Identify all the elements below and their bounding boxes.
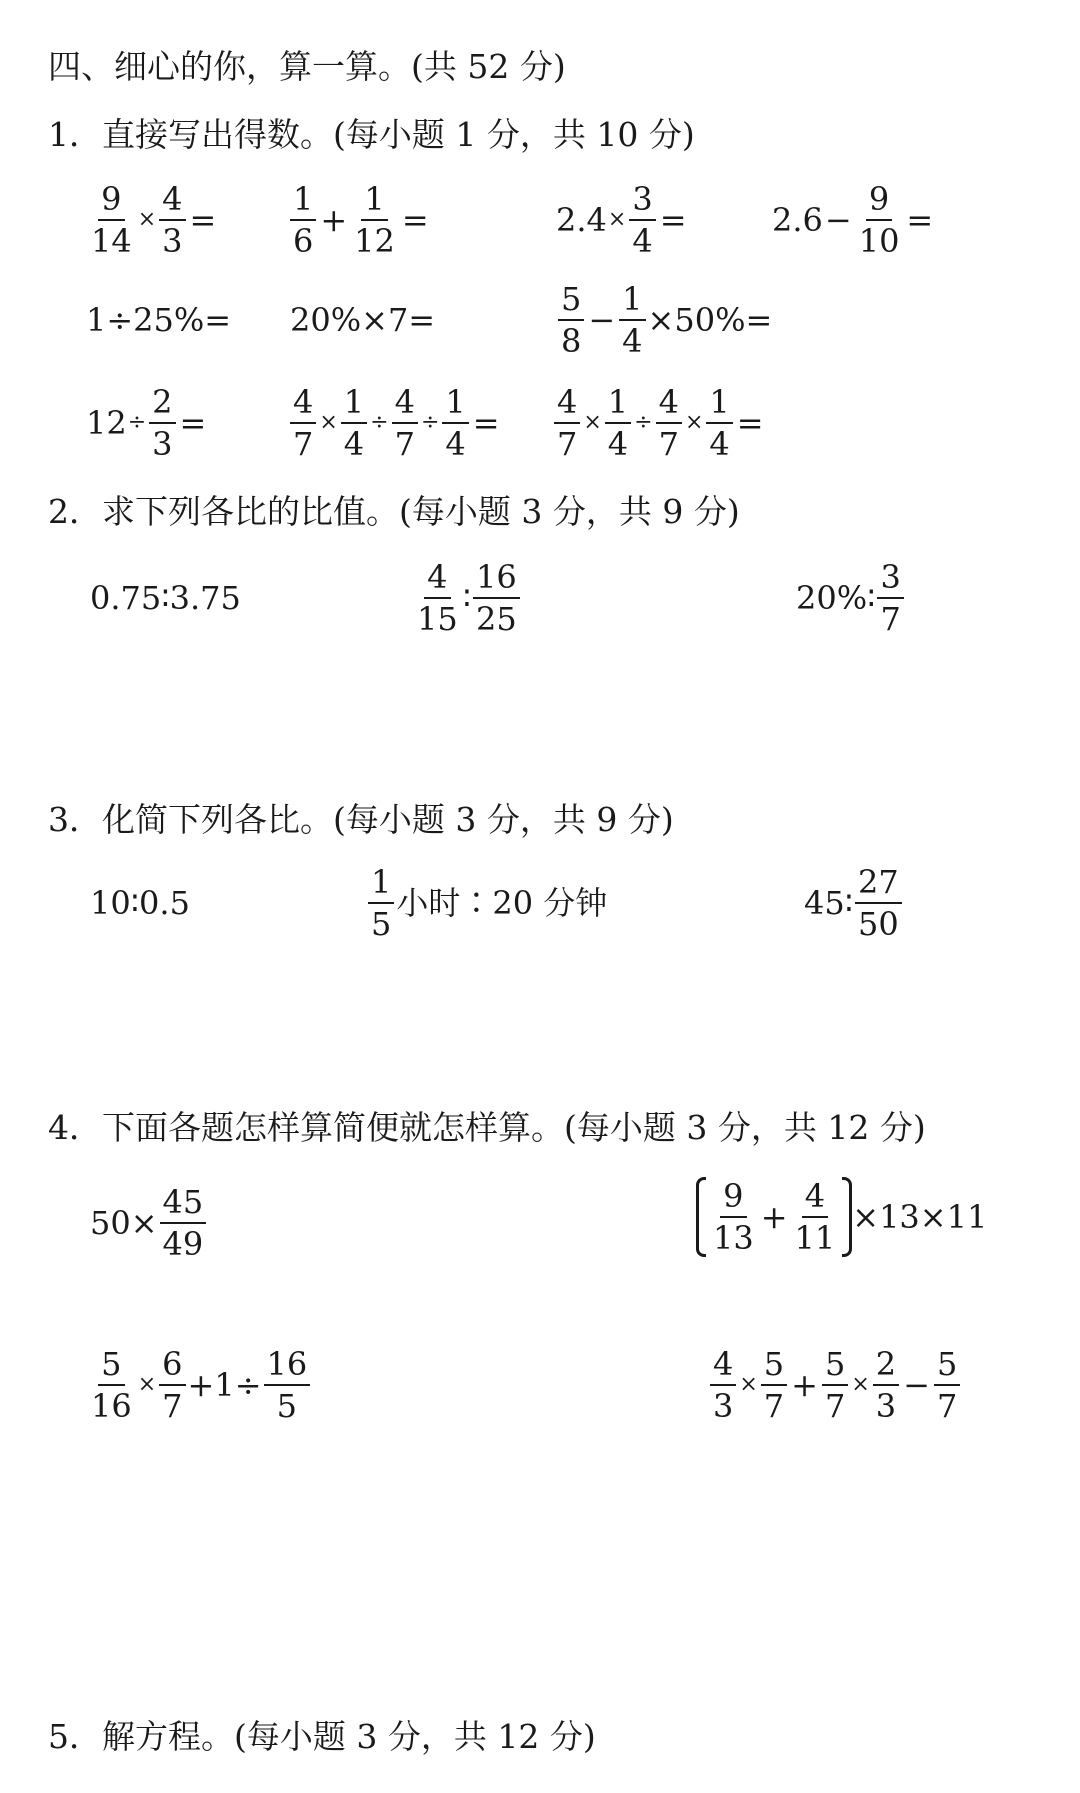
q3-item-2: $\frac{1}{5}$ 小时∶20 分钟 <box>366 858 607 948</box>
fraction: $\frac{4}{7}$ <box>290 386 316 460</box>
left-bracket <box>696 1177 706 1257</box>
q1-item-8: 12 ÷ $\frac{2}{3}$ = <box>86 383 207 463</box>
fraction: $\frac{1}{4}$ <box>341 386 367 460</box>
q2-heading: 2．求下列各比的比值。(每小题 3 分，共 9 分) <box>48 492 740 531</box>
fraction: $\frac{1}{6}$ <box>290 183 316 257</box>
q3-item-3: 45∶ $\frac{27}{50}$ <box>804 858 904 948</box>
q1-item-3: 2.4 × $\frac{3}{4}$ = <box>556 180 687 260</box>
fraction: $\frac{1}{5}$ <box>368 866 394 940</box>
fraction: $\frac{2}{3}$ <box>873 1348 899 1422</box>
fraction: $\frac{16}{5}$ <box>264 1348 311 1422</box>
fraction: $\frac{1}{4}$ <box>442 386 468 460</box>
fraction: $\frac{2}{3}$ <box>149 386 175 460</box>
fraction: $\frac{45}{49}$ <box>160 1186 207 1260</box>
q3-heading: 3．化简下列各比。(每小题 3 分，共 9 分) <box>48 800 674 839</box>
q4-item-3: $\frac{5}{16}$ × $\frac{6}{7}$ +1÷ $\frac{16}{5}$ <box>86 1340 312 1430</box>
q4-heading: 4．下面各题怎样算简便就怎样算。(每小题 3 分，共 12 分) <box>48 1108 926 1147</box>
fraction: $\frac{5}{7}$ <box>761 1348 787 1422</box>
fraction: $\frac{5}{7}$ <box>822 1348 848 1422</box>
fraction: $\frac{6}{7}$ <box>159 1348 185 1422</box>
fraction: $\frac{9}{14}$ <box>91 180 132 260</box>
fraction: $\frac{3}{4}$ <box>629 183 655 257</box>
q2-item-2: $\frac{4}{15}$ ∶ $\frac{16}{25}$ <box>412 553 522 643</box>
section-title: 四、细心的你，算一算。(共 52 分) <box>48 47 566 86</box>
q1-item-10: $\frac{4}{7}$ × $\frac{1}{4}$ ÷ $\frac{4}{7}$ × $\frac{1}{4}$ = <box>552 378 766 468</box>
fraction: $\frac{1}{4}$ <box>619 283 645 357</box>
right-bracket <box>842 1177 852 1257</box>
q5-heading: 5．解方程。(每小题 3 分，共 12 分) <box>48 1717 596 1756</box>
q4-item-2: $\frac{9}{13}$ + $\frac{4}{11}$ ×13×11 <box>696 1172 987 1262</box>
fraction: $\frac{27}{50}$ <box>855 866 902 940</box>
fraction: $\frac{9}{10}$ <box>858 180 900 260</box>
fraction: $\frac{1}{4}$ <box>706 386 732 460</box>
fraction: $\frac{4}{3}$ <box>710 1348 736 1422</box>
q1-item-2: $\frac{1}{6}$ + $\frac{1}{12}$ = <box>288 175 431 265</box>
q1-item-4: 2.6 − $\frac{9}{10}$ = <box>772 180 934 260</box>
fraction: $\frac{1}{12}$ <box>354 180 395 260</box>
fraction: $\frac{4}{7}$ <box>392 386 418 460</box>
q2-item-1: 0.75∶3.75 <box>90 579 241 617</box>
q1-item-5: 1÷25%= <box>86 301 232 339</box>
fraction: $\frac{1}{4}$ <box>605 386 631 460</box>
fraction: $\frac{4}{15}$ <box>417 558 458 638</box>
q4-item-1: 50× $\frac{45}{49}$ <box>90 1178 208 1268</box>
q1-item-6: 20%×7= <box>290 301 436 339</box>
q1-item-7: $\frac{5}{8}$ − $\frac{1}{4}$ ×50%= <box>556 275 772 365</box>
fraction: $\frac{3}{7}$ <box>877 561 903 635</box>
fraction: $\frac{4}{3}$ <box>159 183 185 257</box>
fraction: $\frac{5}{8}$ <box>558 283 584 357</box>
fraction: $\frac{4}{7}$ <box>656 386 682 460</box>
q1-item-9: $\frac{4}{7}$ × $\frac{1}{4}$ ÷ $\frac{4}{7}$ ÷ $\frac{1}{4}$ = <box>288 378 502 468</box>
fraction: $\frac{5}{16}$ <box>91 1345 132 1425</box>
q2-item-3: 20%∶ $\frac{3}{7}$ <box>796 553 906 643</box>
q1-item-1: $\frac{9}{14}$ × $\frac{4}{3}$ = <box>86 175 218 265</box>
fraction: $\frac{16}{25}$ <box>473 561 520 635</box>
q1-heading: 1．直接写出得数。(每小题 1 分，共 10 分) <box>48 115 695 154</box>
fraction: $\frac{5}{7}$ <box>934 1348 960 1422</box>
q3-item-1: 10∶0.5 <box>90 884 190 922</box>
q4-item-4: $\frac{4}{3}$ × $\frac{5}{7}$ + $\frac{5}{7}$ × $\frac{2}{3}$ − $\frac{5}{7}$ <box>708 1340 962 1430</box>
fraction: $\frac{4}{11}$ <box>794 1177 836 1257</box>
fraction: $\frac{4}{7}$ <box>554 386 580 460</box>
fraction: $\frac{9}{13}$ <box>713 1177 754 1257</box>
